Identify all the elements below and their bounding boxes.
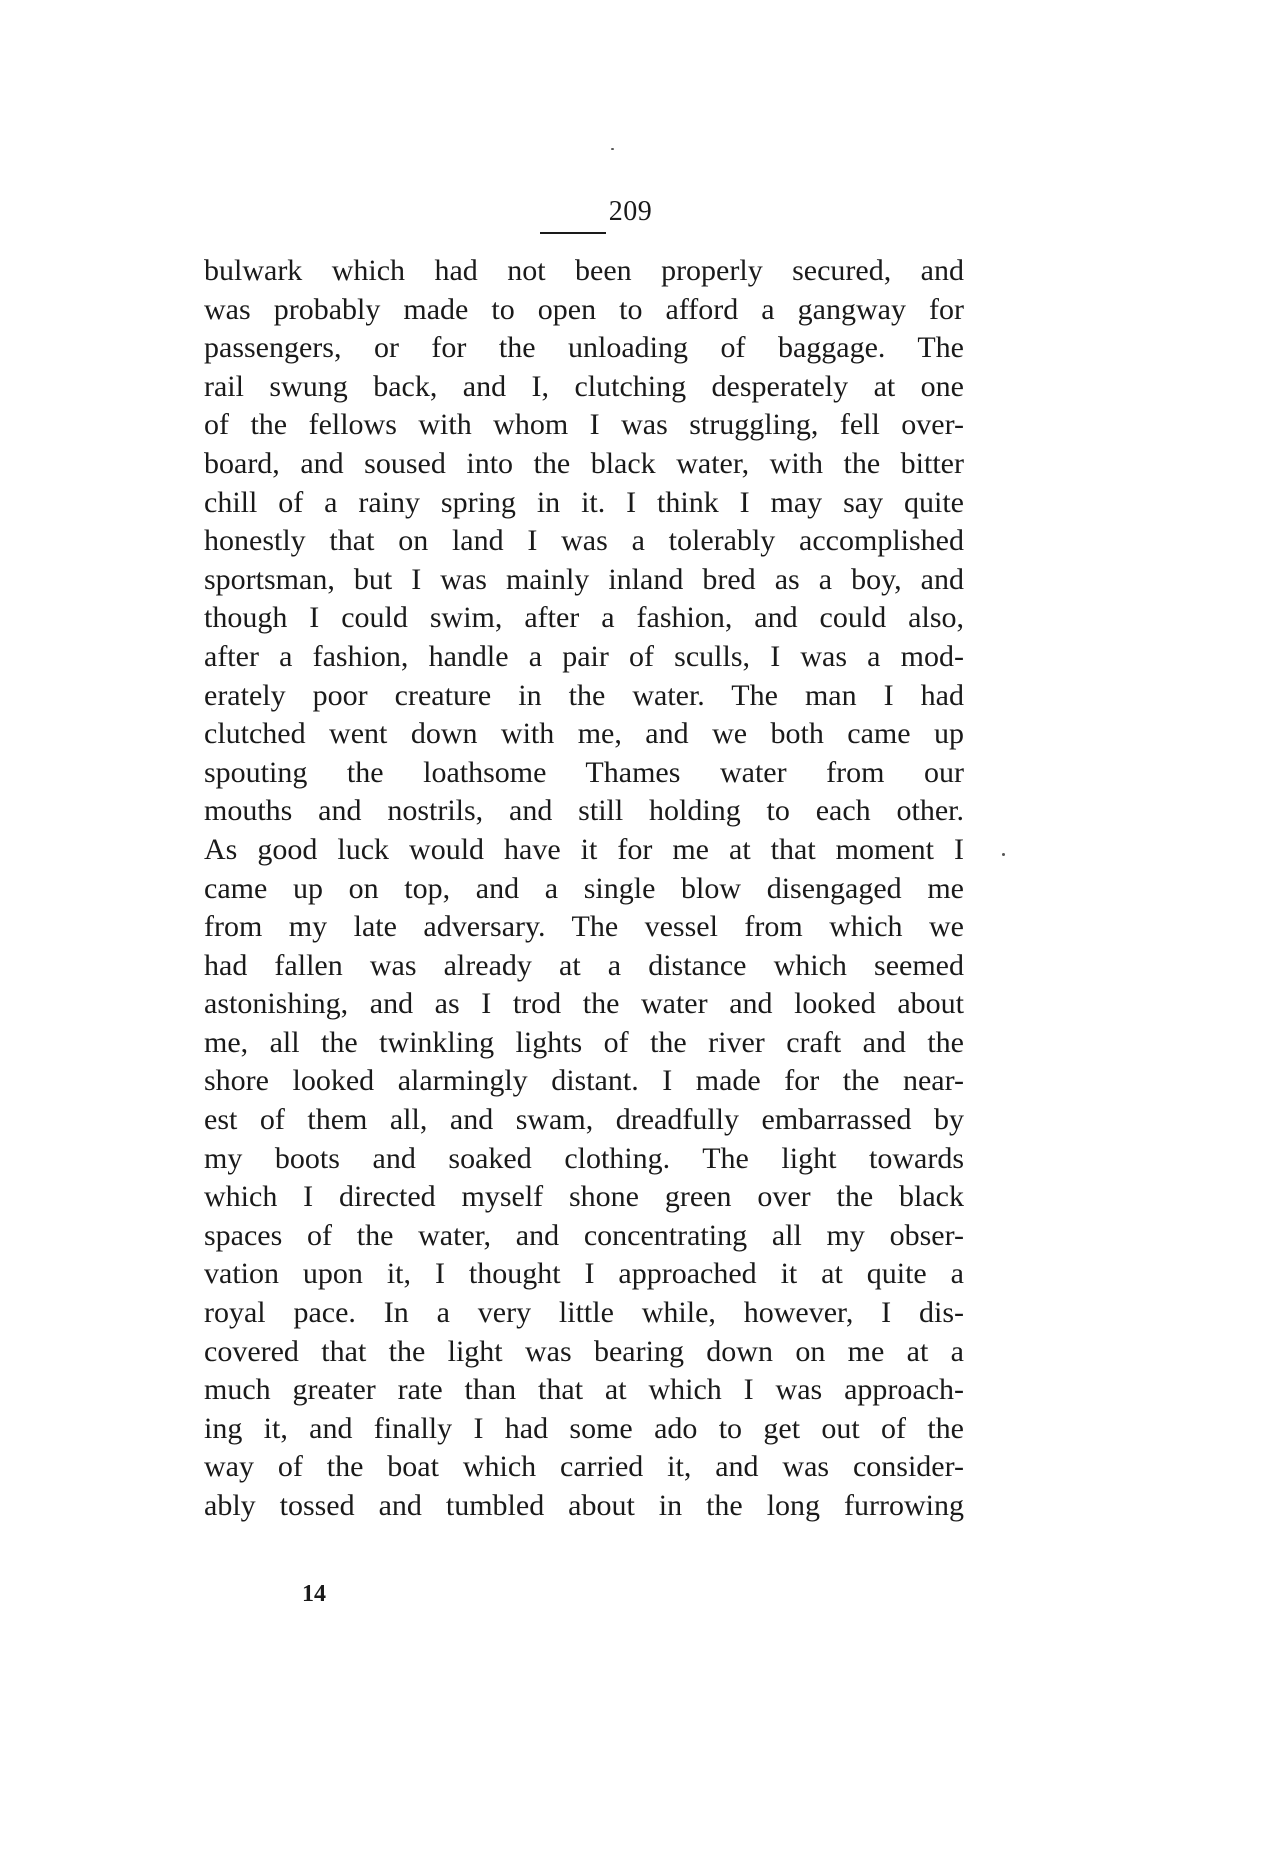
header-rule (540, 232, 606, 234)
text-line: came up on top, and a single blow disengaged me (204, 871, 964, 905)
text-line: way of the boat which carried it, and was consider- (204, 1450, 964, 1484)
page-number: 209 (608, 196, 653, 227)
text-line: much greater rate than that at which I was approach- (204, 1373, 964, 1407)
text-line: me, all the twinkling lights of the river craft and the (204, 1025, 964, 1059)
text-line: astonishing, and as I trod the water and looked about (204, 987, 964, 1021)
text-line: of the fellows with whom I was struggling, fell over- (204, 408, 964, 442)
text-line: spaces of the water, and concentrating all my obser- (204, 1218, 964, 1252)
text-line: my boots and soaked clothing. The light towards (204, 1141, 964, 1175)
text-line: bulwark which had not been properly secured, and (204, 254, 964, 287)
body-text (204, 252, 964, 1526)
text-line: spouting the loathsome Thames water from our (204, 755, 964, 789)
text-line: after a fashion, handle a pair of sculls, I was a mod- (204, 639, 964, 673)
text-line: honestly that on land I was a tolerably accomplished (204, 524, 964, 558)
text-line: which I directed myself shone green over the black (204, 1180, 964, 1214)
text-line: est of them all, and swam, dreadfully embarrassed by (204, 1103, 964, 1137)
text-line: clutched went down with me, and we both came up (204, 717, 964, 751)
text-line: rail swung back, and I, clutching desperately at one (204, 369, 964, 403)
text-line: covered that the light was bearing down on me at a (204, 1334, 964, 1368)
ink-speck (611, 148, 614, 150)
text-line: board, and soused into the black water, with the bitter (204, 446, 964, 480)
text-line: vation upon it, I thought I approached it at quite a (204, 1257, 964, 1291)
text-line: passengers, or for the unloading of baggage. The (204, 331, 964, 365)
text-line: royal pace. In a very little while, however, I dis- (204, 1296, 964, 1330)
text-line: shore looked alarmingly distant. I made for the near- (204, 1064, 964, 1098)
text-line: As good luck would have it for me at that moment I (204, 832, 964, 866)
ink-speck (1002, 853, 1005, 856)
text-line: mouths and nostrils, and still holding to each other. (204, 794, 964, 828)
text-line: though I could swim, after a fashion, and could also, (204, 601, 964, 635)
text-line: from my late adversary. The vessel from which we (204, 910, 964, 944)
text-line: was probably made to open to afford a gangway for (204, 292, 964, 326)
signature-mark: 14 (302, 1581, 326, 1607)
text-line: sportsman, but I was mainly inland bred as a boy, and (204, 562, 964, 596)
text-line: ably tossed and tumbled about in the long furrowing (204, 1489, 964, 1522)
text-line: ing it, and finally I had some ado to get out of the (204, 1411, 964, 1445)
text-line: chill of a rainy spring in it. I think I may say quite (204, 485, 964, 519)
text-line: erately poor creature in the water. The man I had (204, 678, 964, 712)
text-line: had fallen was already at a distance which seemed (204, 948, 964, 982)
